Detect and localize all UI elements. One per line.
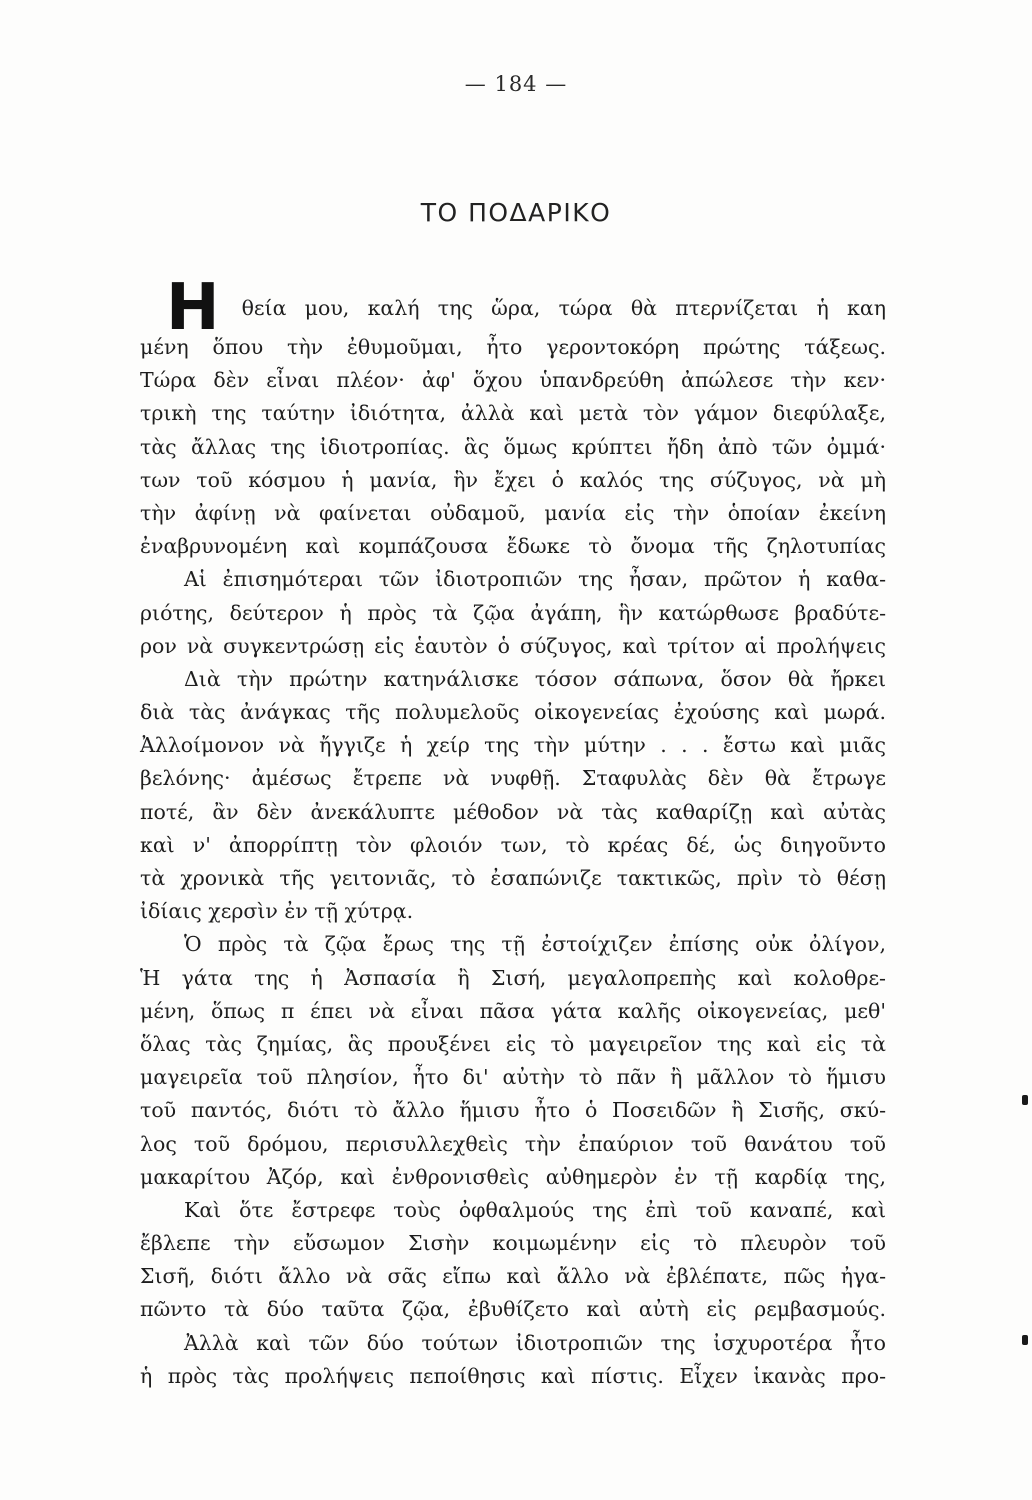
text-line-content: θεία μου, καλή της ὥρα, τώρα θὰ πτερνίζεται ἡ καη [241,296,886,320]
text-line: τὴν ἀφίνῃ νὰ φαίνεται οὐδαμοῦ, μανία εἰς τὴν ὁποίαν ἐκείνη [140,500,886,525]
text-line [140,271,886,345]
text-line: μακαρίτου Ἀζόρ, καὶ ἐνθρονισθεὶς αὐθημερὸν ἐν τῇ καρδίᾳ της, [140,1164,886,1189]
drop-cap: Η [166,271,220,345]
text-line: ἔβλεπε τὴν εὔσωμον Σισὴν κοιμωμένην εἰς τὸ πλευρὸν τοῦ [140,1231,886,1256]
text-line: Ἡ γάτα της ἡ Ἀσπασία ἢ Σισή, μεγαλοπρεπὴς καὶ κολοθρε- [140,965,886,990]
text-line: μαγειρεῖα τοῦ πλησίον, ἦτο δι' αὐτὴν τὸ πᾶν ἢ μᾶλλον τὸ ἥμισυ [140,1065,886,1090]
text-line: ρον νὰ συγκεντρώσῃ εἰς ἑαυτὸν ὁ σύζυγος, καὶ τρίτον αἱ προλήψεις [140,633,886,658]
text-line: Διὰ τὴν πρώτην κατηνάλισκε τόσον σάπωνα, ὅσον θὰ ἤρκει [184,666,886,691]
text-line: τρικὴ της ταύτην ἰδιότητα, ἀλλὰ καὶ μετὰ τὸν γάμον διεφύλαξε, [140,401,886,426]
text-line: ἡ πρὸς τὰς προλήψεις πεποίθησις καὶ πίστις. Εἶχεν ἱκανὰς προ- [140,1363,886,1388]
text-line: ποτέ, ἂν δὲν ἀνεκάλυπτε μέθοδον νὰ τὰς καθαρίζῃ καὶ αὐτὰς [140,799,886,824]
text-line: Ἀλλοίμονον νὰ ἤγγιζε ἡ χείρ της τὴν μύτην . . . ἔστω καὶ μιᾶς [140,733,886,758]
text-line: καὶ ν' ἀπορρίπτῃ τὸν φλοιόν των, τὸ κρέας δέ, ὡς διηγοῦντο [140,832,886,857]
body-text [140,271,886,1393]
text-line: ὅλας τὰς ζημίας, ἃς προυξένει εἰς τὸ μαγειρεῖον της καὶ εἰς τὰ [140,1031,886,1056]
text-line: Καὶ ὅτε ἔστρεφε τοὺς ὀφθαλμούς της ἐπὶ τοῦ καναπέ, καὶ [184,1197,886,1222]
text-line: τοῦ παντός, διότι τὸ ἄλλο ἥμισυ ἦτο ὁ Ποσειδῶν ἢ Σισῆς, σκύ- [140,1098,886,1123]
text-line: Τώρα δὲν εἶναι πλέον· ἀφ' ὅχου ὑπανδρεύθη ἀπώλεσε τὴν κεν· [140,368,886,393]
text-line: Ὁ πρὸς τὰ ζῷα ἔρως της τῇ ἐστοίχιζεν ἐπίσης οὐκ ὀλίγον, [184,932,886,957]
text-line: Σισῆ, διότι ἄλλο νὰ σᾶς εἴπω καὶ ἄλλο νὰ ἐβλέπατε, πῶς ἠγα- [140,1264,886,1289]
text-line: πῶντο τὰ δύο ταῦτα ζῷα, ἐβυθίζετο καὶ αὐτὴ εἰς ρεμβασμούς. [140,1297,886,1322]
text-line: βελόνης· ἀμέσως ἔτρεπε νὰ νυφθῇ. Σταφυλὰς δὲν θὰ ἔτρωγε [140,766,886,791]
text-line: τὰ χρονικὰ τῆς γειτονιᾶς, τὸ ἐσαπώνιζε τακτικῶς, πρὶν τὸ θέσῃ [140,866,886,890]
text-line: Αἱ ἐπισημότεραι τῶν ἰδιοτροπιῶν της ἦσαν, πρῶτον ἡ καθα- [184,567,886,592]
text-line: των τοῦ κόσμου ἡ μανία, ἣν ἔχει ὁ καλός της σύζυγος, νὰ μὴ [140,467,886,492]
text-line: τὰς ἄλλας της ἰδιοτροπίας. ἃς ὅμως κρύπτει ἤδη ἀπὸ τῶν ὀμμά· [140,434,886,459]
text-line: διὰ τὰς ἀνάγκας τῆς πολυμελοῦς οἰκογενείας ἐχούσης καὶ μωρά. [140,700,886,725]
text-line: λος τοῦ δρόμου, περισυλλεχθεὶς τὴν ἐπαύριον τοῦ θανάτου τοῦ [140,1131,886,1156]
chapter-title: ΤΟ ΠΟΔΑΡΙΚΟ [420,198,612,227]
text-line: Ἀλλὰ καὶ τῶν δύο τούτων ἰδιοτροπιῶν της ἰσχυροτέρα ἦτο [184,1330,886,1355]
text-line: ἐναβρυνομένη καὶ κομπάζουσα ἔδωκε τὸ ὄνομα τῆς ζηλοτυπίας [140,534,886,559]
page-number: — 184 — [464,72,568,96]
scan-mark [1022,1335,1028,1345]
scan-mark [1022,1095,1028,1105]
text-line: ριότης, δεύτερον ἡ πρὸς τὰ ζῷα ἀγάπη, ἣν κατώρθωσε βραδύτε- [140,600,886,625]
text-line: ἰδίαις χερσὶν ἐν τῇ χύτρᾳ. [140,899,414,924]
text-line: μένη ὅπου τὴν ἐθυμοῦμαι, ἦτο γεροντοκόρη πρώτης τάξεως. [140,335,886,359]
text-line: μένη, ὅπως π έπει νὰ εἶναι πᾶσα γάτα καλῆς οἰκογενείας, μεθ' [140,998,886,1023]
